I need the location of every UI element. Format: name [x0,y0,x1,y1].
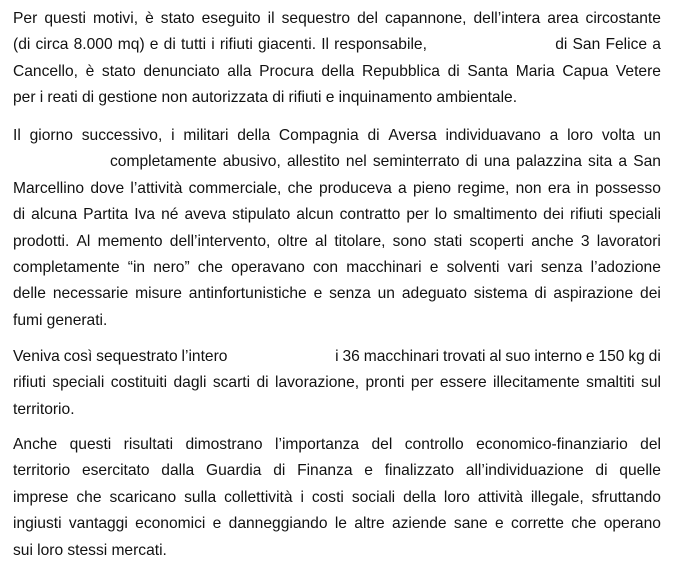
word: Procura [259,63,314,80]
text-line [13,32,661,58]
word: sfruttando [591,489,661,506]
blank-gap [231,344,331,370]
word: che [571,515,597,532]
word: alcun [296,206,334,223]
word: economico-finanziario [476,436,628,453]
word: Santa [467,63,509,80]
word: stipulato [232,206,291,223]
word: Compagnia [278,127,359,144]
word: seminterrato [372,153,460,170]
word: e [585,348,595,365]
word: 3 [580,233,590,250]
word: individuavano [445,127,541,144]
word: non [515,180,542,197]
text-line [13,85,661,111]
word: Il [13,127,21,144]
word: scaricano [109,489,177,506]
word: speciali [52,374,105,391]
word: della [321,63,355,80]
word: contratto [339,206,401,223]
word: di [272,89,285,106]
word: e [429,259,439,276]
word: di [273,462,286,479]
word: di [13,206,26,223]
word: fumi [13,312,43,329]
word: lavoratori [596,233,661,250]
word: era [547,180,571,197]
text-line [110,149,661,175]
word: che [76,489,102,506]
word: senza [329,285,371,302]
word: Aversa [388,127,437,144]
word: Vetere [615,63,661,80]
word: eseguito [201,10,261,27]
word: stessi [67,542,108,559]
word: Felice [605,36,648,53]
word: Veniva [13,348,60,365]
word: kg [628,348,645,365]
word: danneggiando [228,515,328,532]
word: mq) [117,36,145,53]
word: inquinamento [338,89,433,106]
text-line [13,202,661,228]
word: di [367,127,380,144]
word: a [398,180,407,197]
word: loro [443,489,470,506]
word: al [315,233,328,250]
word: illegale, [530,489,584,506]
text-line [13,176,661,202]
word: trovati [442,348,486,365]
word: territorio [13,462,71,479]
word: di [447,63,460,80]
word: lo [434,206,448,223]
word: i [335,348,339,365]
word: capannone, [384,10,467,27]
word: le [334,515,347,532]
word: regime, [457,180,510,197]
word: territorio. [13,401,75,418]
word: rifiuti [288,89,322,106]
word: finalizzato [384,462,455,479]
text-line [13,397,661,423]
document-page [13,0,661,579]
word: antinfortunistiche [188,285,307,302]
word: sociali [351,489,396,506]
word: nero” [153,259,190,276]
word: stati [433,233,463,250]
word: completamente [13,259,120,276]
word: Repubblica [361,63,440,80]
word: esercitato [81,462,150,479]
word: attività [477,489,523,506]
text-line [13,370,661,396]
word: prodotti. [13,233,70,250]
word: reati [47,89,78,106]
word: della [237,127,271,144]
word: di [595,462,608,479]
word: non [161,89,188,106]
word: nel [345,153,367,170]
word: sequestrato [96,348,178,365]
word: sui [13,542,33,559]
word: dalla [161,462,195,479]
text-line [13,485,661,511]
word: di [534,285,547,302]
word: anche [531,233,574,250]
word: che [287,180,313,197]
word: collettività [224,489,293,506]
word: Maria [515,63,555,80]
word: necessarie [52,285,129,302]
word: San [633,153,661,170]
word: aziende [391,515,447,532]
word: sequestro [281,10,351,27]
word: 150 [598,348,625,365]
word: pronti [365,374,405,391]
word: operavano [231,259,305,276]
word: di [555,36,568,53]
text-line [13,458,661,484]
text-line [13,123,661,149]
word: e [495,515,504,532]
word: speciali [608,206,661,223]
word: di [81,89,95,106]
word: imprese [13,489,69,506]
word: alla [227,63,252,80]
word: 36 [342,348,360,365]
word: Il [321,36,329,53]
word: mercati. [111,542,167,559]
word: allestito [286,153,340,170]
word: alcuna [31,206,78,223]
word: produceva [318,180,392,197]
word: questi [44,10,86,27]
word: lavorazione, [275,374,360,391]
word: controllo [404,436,464,453]
word: sulla [184,489,217,506]
word: di [465,153,478,170]
word: vari [507,259,533,276]
word: 8.000 [73,36,113,53]
word: Guardia [205,462,262,479]
text-line [13,229,661,255]
blank-gap [432,32,550,58]
word: stato [160,10,195,27]
word: un [377,285,395,302]
word: corrette [511,515,564,532]
word: altre [354,515,385,532]
word: risultati [123,436,174,453]
word: questi [69,436,112,453]
text-line [13,281,661,307]
word: loro [567,127,594,144]
word: e [313,285,323,302]
word: San [572,36,601,53]
word: autorizzata [191,89,268,106]
word: scoperti [469,233,525,250]
word: giorno [29,127,73,144]
word: circa [35,36,69,53]
word: e [149,36,159,53]
word: del [640,436,661,453]
word: né [161,206,179,223]
word: a [652,36,661,53]
word: Al [76,233,91,250]
word: per [13,89,36,106]
word: dei [543,206,564,223]
word: dell’intervento, [169,233,271,250]
word: aveva [184,206,227,223]
word: Finanza [297,462,353,479]
word: con [312,259,339,276]
text-line [13,59,661,85]
word: suo [505,348,531,365]
text-line [13,255,661,281]
word: giacenti. [257,36,317,53]
word: dimostrano [185,436,263,453]
word: macchinari [346,259,422,276]
word: rifiuti [219,36,253,53]
word: macchinari [363,348,440,365]
word: quelle [619,462,661,479]
word: smaltimento [453,206,538,223]
word: solventi [446,259,500,276]
word: dagli [173,374,207,391]
word: loro [37,542,64,559]
word: dove [90,180,125,197]
word: area [547,10,579,27]
word: aspirazione [553,285,634,302]
word: così [63,348,93,365]
word: rifiuti [570,206,603,223]
word: il [267,10,275,27]
word: stato [101,63,136,80]
word: dell’intera [473,10,541,27]
word: e [325,89,335,106]
word: tutti [180,36,207,53]
word: sane [453,515,488,532]
word: titolare, [334,233,386,250]
word: motivi, [92,10,139,27]
word: costi [311,489,344,506]
word: Marcellino [13,180,85,197]
word: pieno [412,180,452,197]
word: all’individuazione [465,462,584,479]
word: a [618,153,628,170]
word: al [489,348,502,365]
word: rifiuti [13,374,46,391]
word: smaltiti [586,374,635,391]
word: i [211,36,215,53]
word: palazzina [516,153,582,170]
word: (di [13,36,31,53]
word: è [85,63,95,80]
word: di [163,36,176,53]
word: e [364,462,373,479]
word: l’attività [130,180,183,197]
word: l’importanza [275,436,360,453]
word: denunciato [143,63,220,80]
word: scarti [212,374,251,391]
word: l’adozione [590,259,661,276]
word: memento [97,233,163,250]
word: in [576,180,589,197]
word: costituiti [110,374,168,391]
word: “in [127,259,146,276]
word: volta [601,127,635,144]
word: di [256,374,269,391]
text-line [13,6,661,32]
word: Cancello, [13,63,79,80]
word: sistema [473,285,528,302]
word: circostante [585,10,661,27]
word: e [212,515,222,532]
word: gestione [98,89,158,106]
word: commerciale, [188,180,282,197]
word: Partita [83,206,129,223]
word: essere [439,374,487,391]
word: completamente [110,153,217,170]
word: della [403,489,437,506]
text-line [13,511,661,537]
word: un [643,127,661,144]
word: per [410,374,434,391]
word: l’intero [181,348,228,365]
word: oltre [277,233,308,250]
word: è [145,10,154,27]
text-line [13,344,661,370]
word: dei [640,285,661,302]
word: del [371,436,393,453]
word: militari [183,127,229,144]
word: Capua [562,63,609,80]
word: di [648,348,661,365]
word: responsabile, [334,36,427,53]
word: che [197,259,223,276]
word: interno [534,348,583,365]
word: delle [13,285,46,302]
word: abusivo, [222,153,281,170]
word: del [357,10,378,27]
word: adeguato [401,285,467,302]
word: sul [641,374,661,391]
word: a [549,127,559,144]
word: ambientale. [436,89,518,106]
text-line [13,432,661,458]
word: Anche [13,436,58,453]
word: illecitamente [493,374,580,391]
text-line [13,538,661,564]
word: economici [135,515,206,532]
word: successivo, [81,127,163,144]
word: misure [135,285,182,302]
text-line [13,308,661,334]
word: Per [13,10,38,27]
word: i [39,89,44,106]
word: possesso [594,180,661,197]
word: ingiusti [13,515,62,532]
word: Iva [134,206,156,223]
word: i [300,489,304,506]
word: vantaggi [68,515,128,532]
word: operano [603,515,661,532]
word: sono [392,233,427,250]
word: per [406,206,429,223]
word: generati. [46,312,108,329]
word: i [171,127,175,144]
word: sita [588,153,613,170]
word: una [483,153,510,170]
word: senza [540,259,583,276]
